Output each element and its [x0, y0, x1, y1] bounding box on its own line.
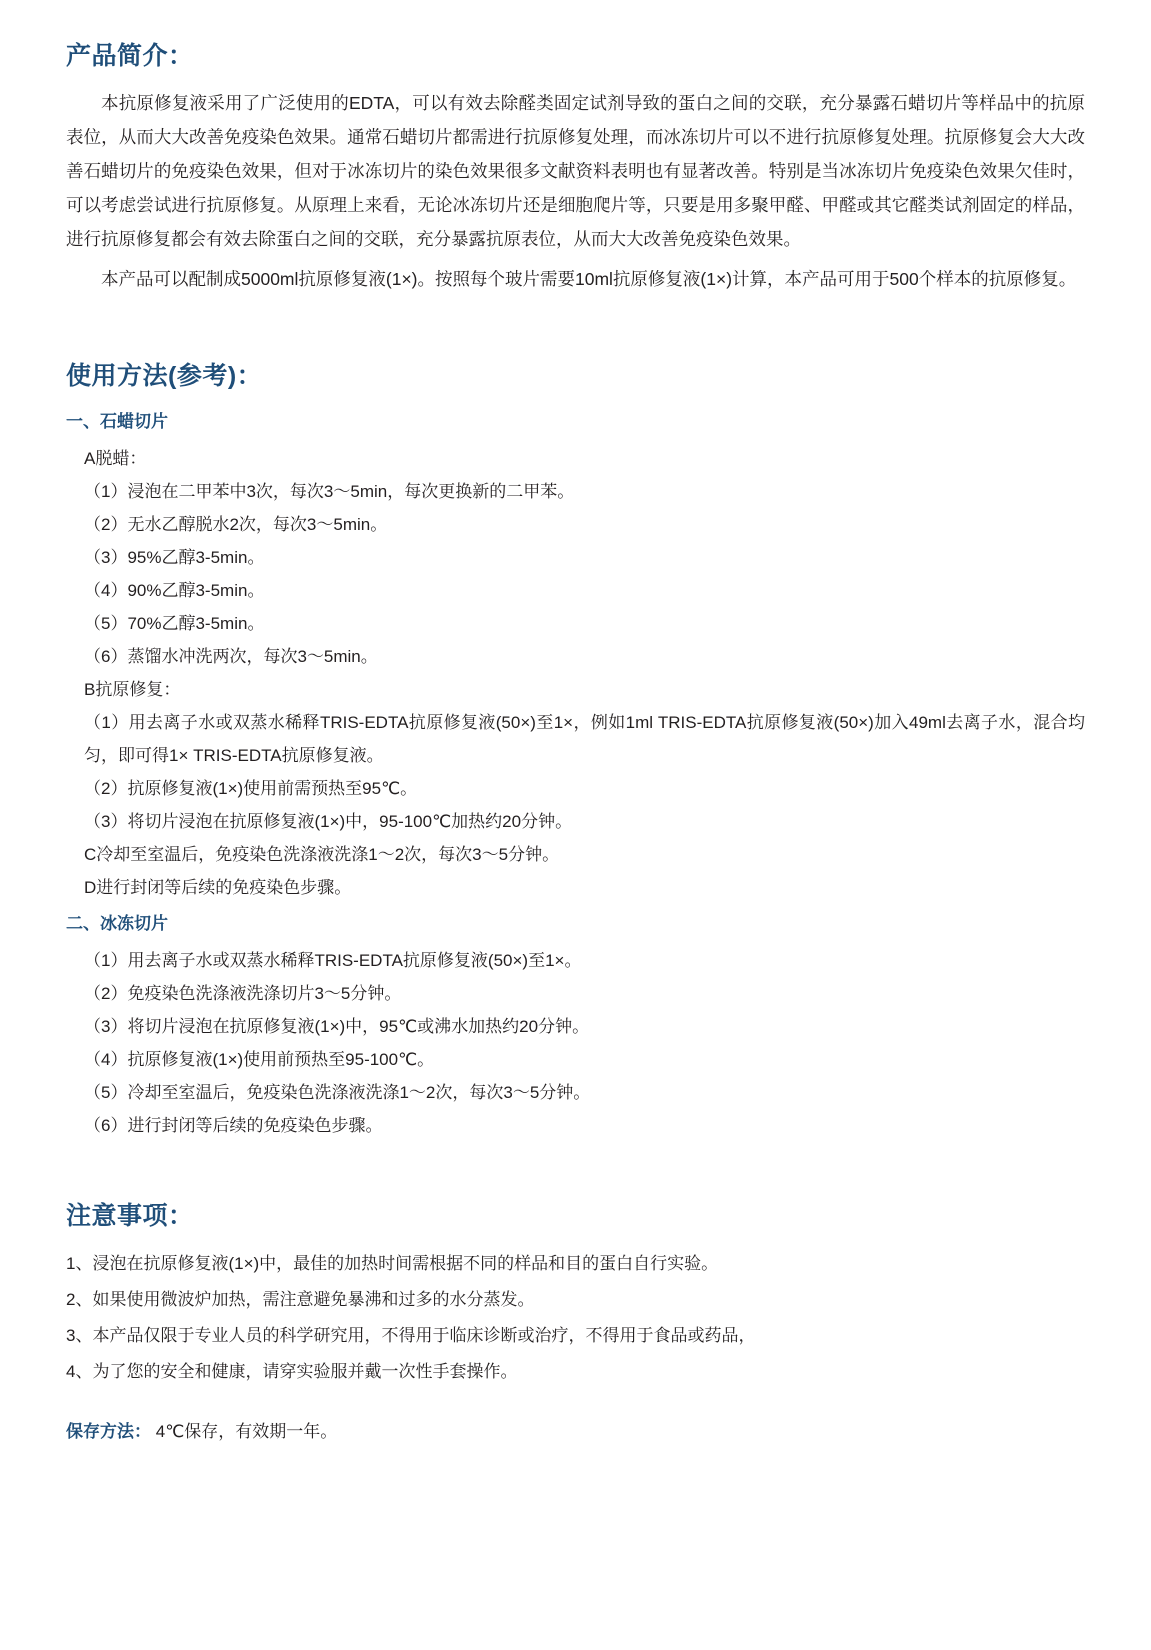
- intro-paragraph-1-wrapper: [66, 86, 1085, 256]
- section-usage: [66, 356, 1085, 1142]
- usage-section1-subD-label: D进行封闭等后续的免疫染色步骤。: [84, 878, 352, 897]
- usage-step-a-6: （6）蒸馏水冲洗两次，每次3～5min。: [84, 647, 378, 666]
- usage-section2-heading: 二、冰冻切片: [66, 914, 168, 933]
- usage-section1-heading: 一、石蜡切片: [66, 412, 168, 431]
- note-item-3: 3、本产品仅限于专业人员的科学研究用，不得用于临床诊断或治疗，不得用于食品或药品，: [66, 1326, 756, 1345]
- page-title-product-intro: 产品简介：: [66, 42, 194, 70]
- storage-label: 保存方法：: [66, 1422, 151, 1441]
- usage-section1-subC-label: C冷却至室温后，免疫染色洗涤液洗涤1～2次，每次3～5分钟。: [84, 845, 560, 864]
- storage-value: 4℃保存，有效期一年。: [155, 1422, 338, 1441]
- usage-step-b-3: （3）将切片浸泡在抗原修复液(1×)中，95-100℃加热约20分钟。: [84, 812, 573, 831]
- usage-section2-step-2: （2）免疫染色洗涤液洗涤切片3～5分钟。: [84, 984, 402, 1003]
- usage-section1-subB-label: B抗原修复：: [84, 680, 181, 699]
- usage-step-a-1: （1）浸泡在二甲苯中3次，每次3～5min，每次更换新的二甲苯。: [84, 482, 575, 501]
- intro-paragraph-2: 本产品可以配制成5000ml抗原修复液(1×)。按照每个玻片需要10ml抗原修复液(1×)计算，本产品可用于500个样本的抗原修复。: [101, 269, 1077, 289]
- usage-section2-step-4: （4）抗原修复液(1×)使用前预热至95-100℃。: [84, 1050, 435, 1069]
- spacer-after-intro: [66, 302, 1085, 356]
- section-notes: [66, 1196, 1085, 1448]
- spacer-after-usage: [66, 1142, 1085, 1196]
- usage-section2-step-5: （5）冷却至室温后，免疫染色洗涤液洗涤1～2次，每次3～5分钟。: [84, 1083, 591, 1102]
- note-item-4: 4、为了您的安全和健康，请穿实验服并戴一次性手套操作。: [66, 1362, 518, 1381]
- usage-step-a-3: （3）95%乙醇3-5min。: [84, 548, 265, 567]
- usage-step-a-5: （5）70%乙醇3-5min。: [84, 614, 265, 633]
- usage-section2-step-3: （3）将切片浸泡在抗原修复液(1×)中，95℃或沸水加热约20分钟。: [84, 1017, 590, 1036]
- usage-section1-subA-label: A脱蜡：: [84, 449, 147, 468]
- note-item-1: 1、浸泡在抗原修复液(1×)中，最佳的加热时间需根据不同的样品和目的蛋白自行实验。: [66, 1254, 719, 1273]
- usage-step-b-1: （1）用去离子水或双蒸水稀释TRIS-EDTA抗原修复液(50×)至1×，例如1ml TRIS-EDTA抗原修复液(50×)加入49ml去离子水，混合均匀，即可得1× TRIS-EDTA抗原修复液。: [84, 713, 1085, 765]
- intro-paragraph-1: 本抗原修复液采用了广泛使用的EDTA，可以有效去除醛类固定试剂导致的蛋白之间的交联，充分暴露石蜡切片等样品中的抗原表位，从而大大改善免疫染色效果。通常石蜡切片都需进行抗原修复处理，而冰冻切片可以不进行抗原修复处理。抗原修复会大大改善石蜡切片的免疫染色效果，但对于冰冻切片的染色效果很多文献资料表明也有显著改善。特别是当冰冻切片免疫染色效果欠佳时，可以考虑尝试进行抗原修复。从原理上来看，无论冰冻切片还是细胞爬片等，只要是用多聚甲醛、甲醛或其它醛类试剂固定的样品，进行抗原修复都会有效去除蛋白之间的交联，充分暴露抗原表位，从而大大改善免疫染色效果。: [66, 93, 1085, 249]
- usage-step-a-2: （2）无水乙醇脱水2次，每次3～5min。: [84, 515, 388, 534]
- section-product-intro: [66, 36, 1085, 296]
- page-title-usage: 使用方法(参考)：: [66, 362, 263, 390]
- usage-step-a-4: （4）90%乙醇3-5min。: [84, 581, 265, 600]
- usage-step-b-2: （2）抗原修复液(1×)使用前需预热至95℃。: [84, 779, 418, 798]
- intro-paragraph-2-wrapper: [66, 262, 1085, 296]
- usage-section2-step-1: （1）用去离子水或双蒸水稀释TRIS-EDTA抗原修复液(50×)至1×。: [84, 951, 582, 970]
- note-item-2: 2、如果使用微波炉加热，需注意避免暴沸和过多的水分蒸发。: [66, 1290, 535, 1309]
- page-title-notes: 注意事项：: [66, 1202, 194, 1230]
- usage-section2-step-6: （6）进行封闭等后续的免疫染色步骤。: [84, 1116, 383, 1135]
- storage-info: [66, 1416, 1085, 1448]
